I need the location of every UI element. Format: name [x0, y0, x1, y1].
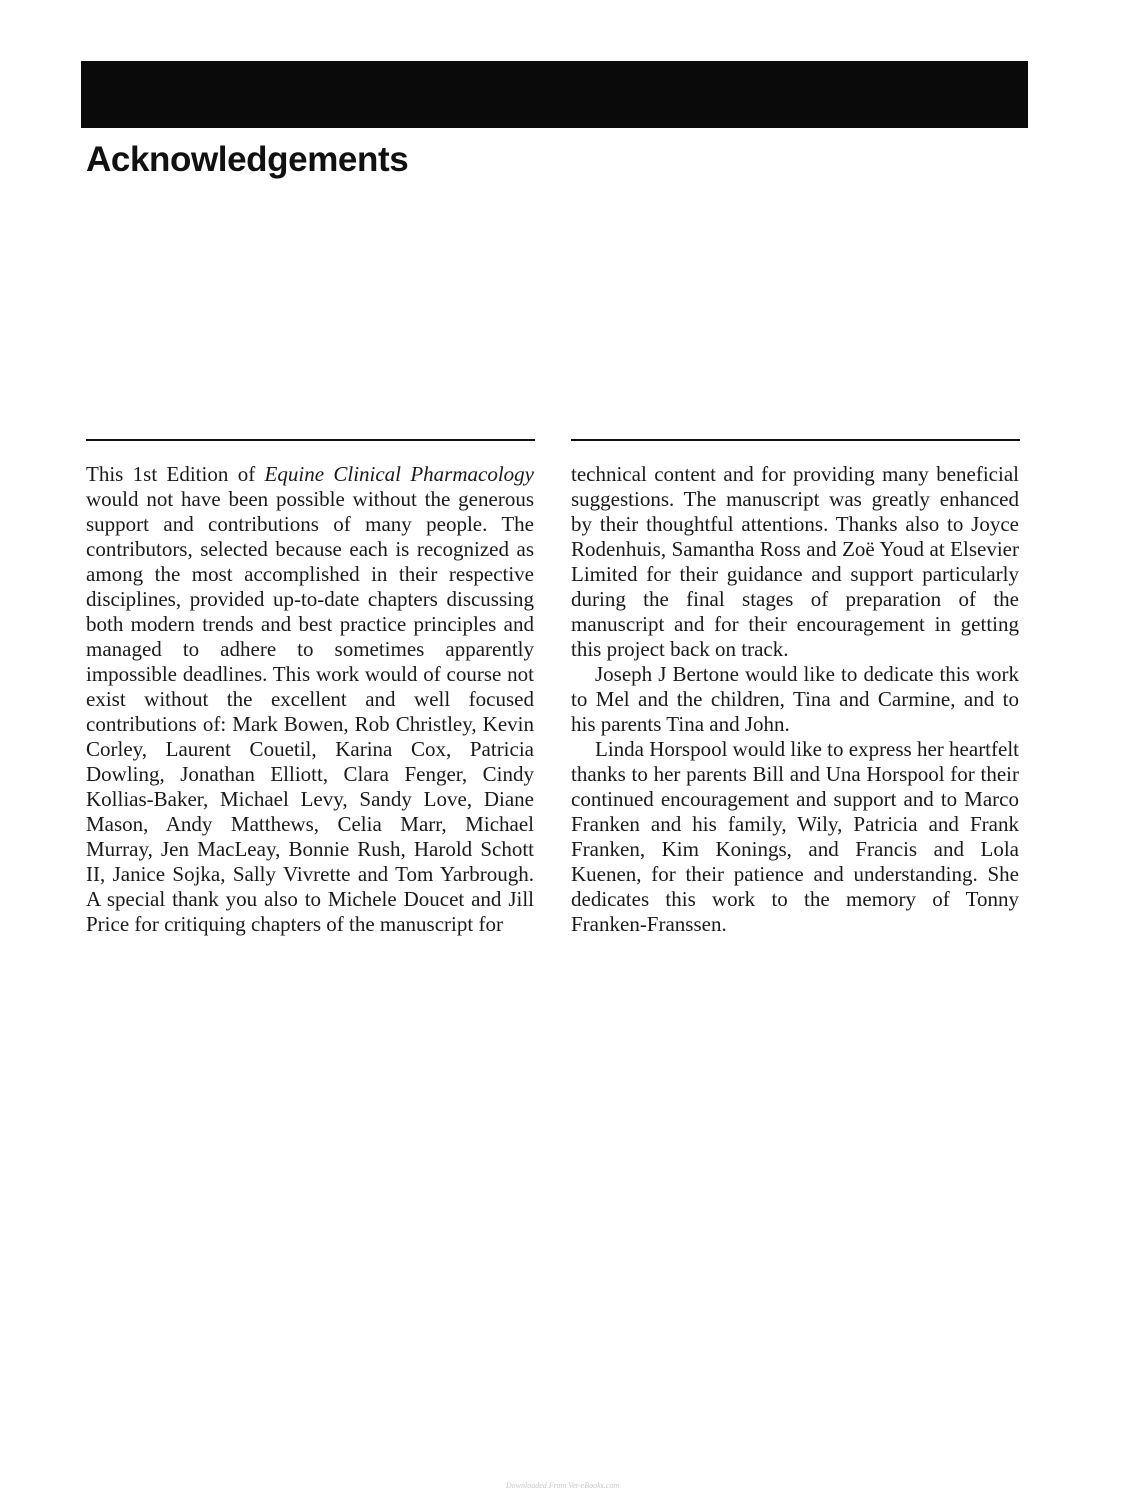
page-title: Acknowledgements — [86, 140, 409, 179]
book-title: Equine Clinical Pharmacology — [264, 462, 534, 486]
left-column-rule — [86, 439, 535, 441]
horspool-dedication: Linda Horspool would like to express her heartfelt thanks to her parents Bill and Una Horspool for their continued encouragement and support and to Marco Franken and his family, Wily, Patricia and Frank Franken, Kim Konings, and Francis and Lola Kuenen, for their patience and understanding. She dedicates this work to the memory of Tonny Franken-Franssen. — [571, 737, 1019, 936]
right-column-rule — [571, 439, 1020, 441]
left-column — [86, 462, 534, 937]
paragraph-text: This 1st Edition of — [86, 462, 265, 486]
chapter-header-bar — [81, 61, 1028, 128]
download-watermark: Downloaded From Vet-eBooks.com — [505, 1481, 620, 1490]
paragraph-text: would not have been possible without the generous support and contributions of many people. The contributors, selected because each is recognized as among the most accomplished in their respective disciplines, provided up-to-date chapters discussing both modern trends and best practice principles and managed to adhere to sometimes apparently impossible deadlines. This work would of course not exist without the excellent and well focused contributions of: Mark Bowen, Rob Christley, Kevin Corley, Laurent Couetil, Karina Cox, Patricia Dowling, Jonathan Elliott, Clara Fenger, Cindy Kollias-Baker, Michael Levy, Sandy Love, Diane Mason, Andy Matthews, Celia Marr, Michael Murray, Jen MacLeay, Bonnie Rush, Harold Schott II, Janice Sojka, Sally Vivrette and Tom Yarbrough. A special thank you also to Michele Doucet and Jill Price for critiquing chapters of the manuscript for — [86, 487, 534, 936]
acknowledgement-paragraph — [86, 462, 534, 937]
acknowledgement-paragraph-continued: technical content and for providing many beneficial suggestions. The manuscript was greatly enhanced by their thoughtful attentions. Thanks also to Joyce Rodenhuis, Samantha Ross and Zoë Youd at Elsevier Limited for their guidance and support particularly during the final stages of preparation of the manuscript and for their encouragement in getting this project back on track. — [571, 462, 1019, 661]
right-column — [571, 462, 1019, 937]
bertone-dedication: Joseph J Bertone would like to dedicate this work to Mel and the children, Tina and Carmine, and to his parents Tina and John. — [571, 662, 1019, 736]
